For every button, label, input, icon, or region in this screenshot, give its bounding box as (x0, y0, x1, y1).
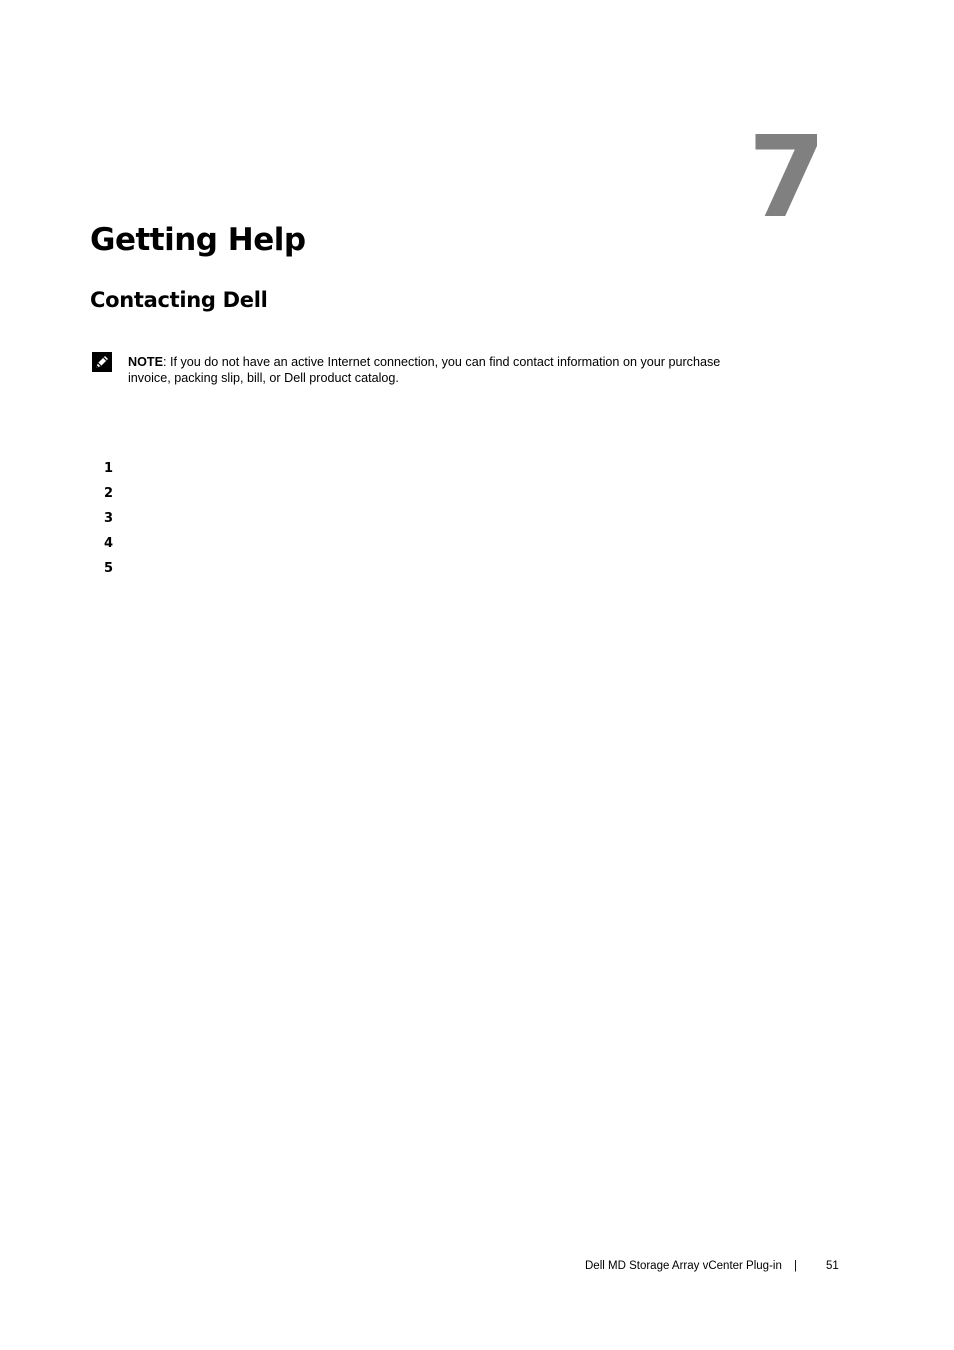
chapter-number: 7 (748, 113, 826, 243)
footer-title: Dell MD Storage Array vCenter Plug-in (585, 1260, 782, 1272)
section-title: Contacting Dell (90, 288, 268, 312)
step-number: 2 (104, 486, 114, 501)
step-list (104, 460, 113, 585)
step-number: 4 (104, 536, 114, 551)
chapter-title: Getting Help (90, 222, 306, 258)
note-pencil-icon (92, 352, 112, 372)
step-number: 5 (104, 561, 114, 576)
note-label: NOTE (128, 355, 163, 369)
note-body: : If you do not have an active Internet connection, you can find contact information on your purchase invoice, packing slip, bill, or Dell product catalog. (128, 355, 721, 385)
step-number: 1 (104, 461, 114, 476)
footer-separator: | (794, 1260, 797, 1272)
step-number: 3 (104, 511, 114, 526)
note-text (128, 354, 728, 386)
page-number: 51 (826, 1260, 839, 1272)
